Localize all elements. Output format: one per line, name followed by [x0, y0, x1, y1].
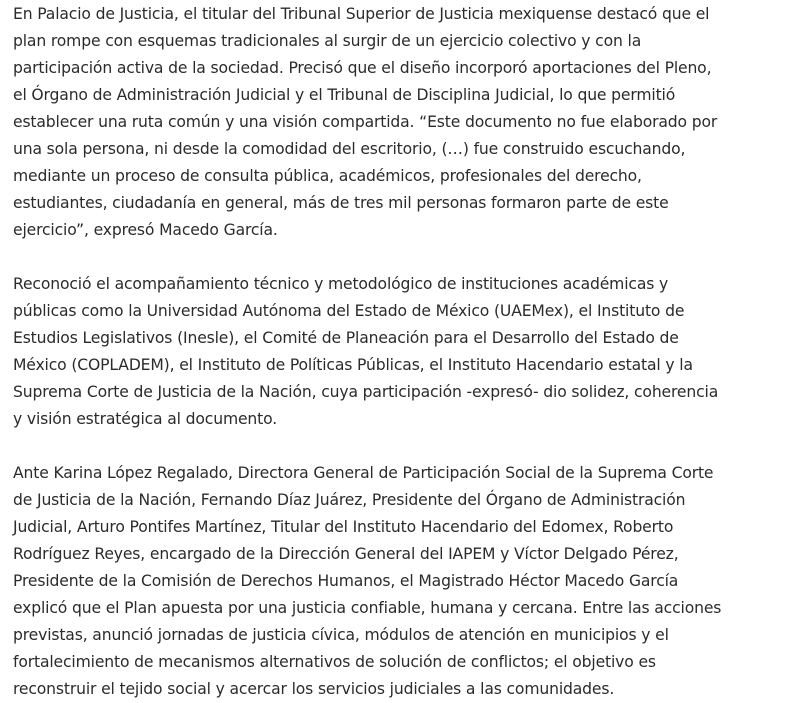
text-line: públicas como la Universidad Autónoma del Estado de México (UAEMex), el Instituto de: [13, 302, 685, 320]
text-line: México (COPLADEM), el Instituto de Políticas Públicas, el Instituto Hacendario estatal y la: [13, 356, 693, 374]
text-line: Suprema Corte de Justicia de la Nación, cuya participación -expresó- dio solidez, coherencia: [13, 383, 719, 401]
text-line: de Justicia de la Nación, Fernando Díaz Juárez, Presidente del Órgano de Administración: [13, 491, 686, 509]
text-line: Presidente de la Comisión de Derechos Humanos, el Magistrado Héctor Macedo García: [13, 572, 679, 590]
paragraph: [13, 1, 789, 244]
text-line: una sola persona, ni desde la comodidad del escritorio, (…) fue construido escuchando,: [13, 140, 686, 158]
text-line: el Órgano de Administración Judicial y el Tribunal de Disciplina Judicial, lo que permitió: [13, 86, 676, 104]
text-line: plan rompe con esquemas tradicionales al surgir de un ejercicio colectivo y con la: [13, 32, 642, 50]
text-line: En Palacio de Justicia, el titular del Tribunal Superior de Justicia mexiquense destacó que el: [13, 5, 710, 23]
text-line: Ante Karina López Regalado, Directora General de Participación Social de la Suprema Corte: [13, 464, 714, 482]
article-body: [13, 1, 789, 703]
text-line: participación activa de la sociedad. Precisó que el diseño incorporó aportaciones del Pleno,: [13, 59, 712, 77]
text-line: establecer una ruta común y una visión compartida. “Este documento no fue elaborado por: [13, 113, 718, 131]
text-line: y visión estratégica al documento.: [13, 410, 278, 428]
paragraph: [13, 460, 789, 703]
text-line: Estudios Legislativos (Inesle), el Comité de Planeación para el Desarrollo del Estado de: [13, 329, 679, 347]
text-line: previstas, anunció jornadas de justicia cívica, módulos de atención en municipios y el: [13, 626, 669, 644]
text-line: reconstruir el tejido social y acercar los servicios judiciales a las comunidades.: [13, 680, 615, 698]
text-line: ejercicio”, expresó Macedo García.: [13, 221, 278, 239]
text-line: Reconoció el acompañamiento técnico y metodológico de instituciones académicas y: [13, 275, 669, 293]
text-line: Rodríguez Reyes, encargado de la Dirección General del IAPEM y Víctor Delgado Pérez,: [13, 545, 679, 563]
text-line: Judicial, Arturo Pontifes Martínez, Titular del Instituto Hacendario del Edomex, Roberto: [13, 518, 674, 536]
paragraph: [13, 271, 789, 433]
text-line: estudiantes, ciudadanía en general, más de tres mil personas formaron parte de este: [13, 194, 669, 212]
text-line: explicó que el Plan apuesta por una justicia confiable, humana y cercana. Entre las acciones: [13, 599, 722, 617]
text-line: fortalecimiento de mecanismos alternativos de solución de conflictos; el objetivo es: [13, 653, 656, 671]
text-line: mediante un proceso de consulta pública, académicos, profesionales del derecho,: [13, 167, 642, 185]
